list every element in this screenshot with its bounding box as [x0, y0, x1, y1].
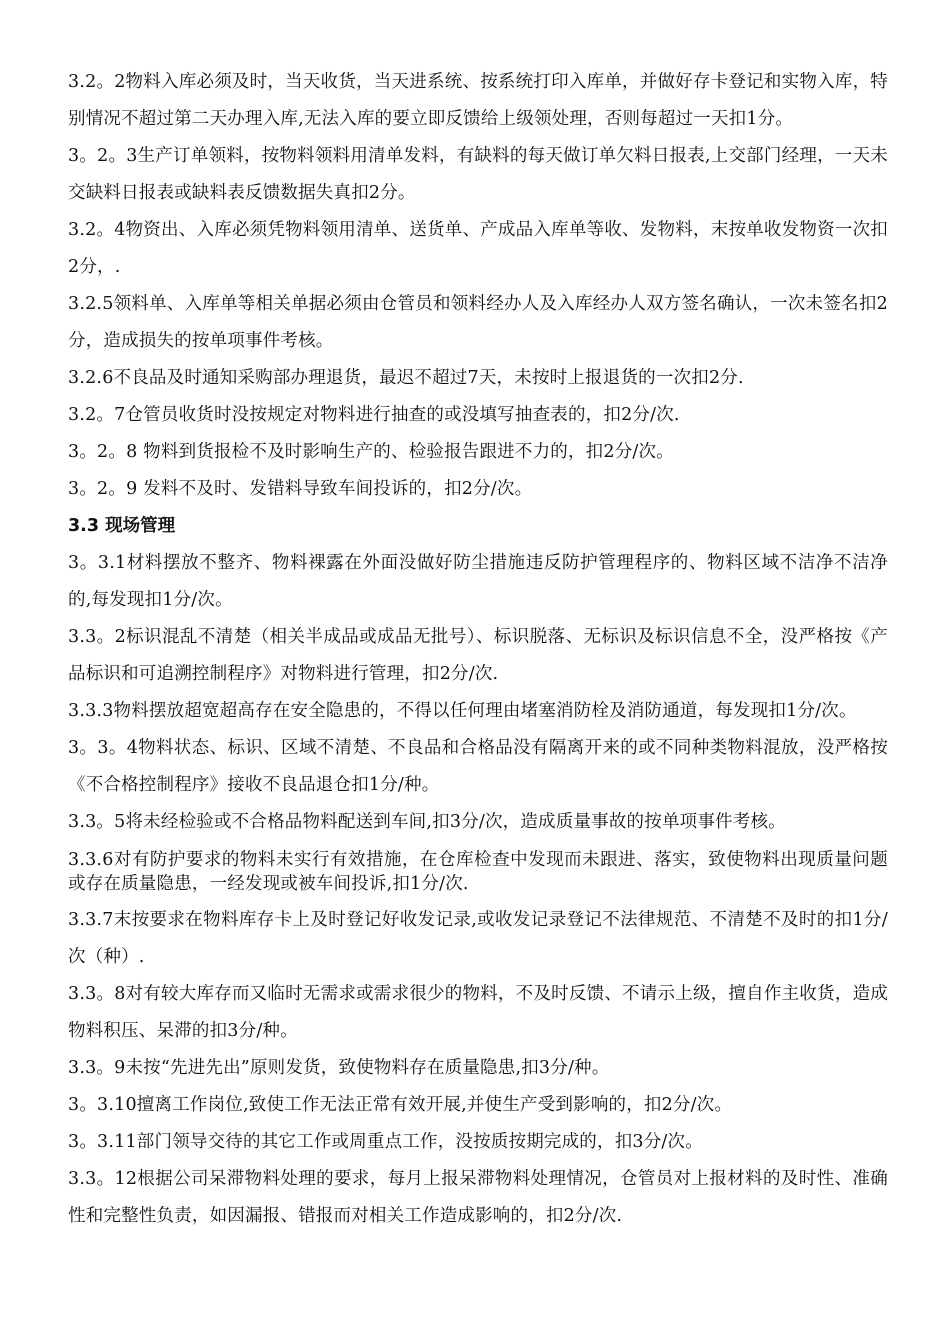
paragraph-3-3-3: 3.3.3物料摆放超宽超高存在安全隐患的，不得以任何理由堵塞消防栓及消防通道，每发现扣1分/次。 [68, 701, 857, 721]
paragraph-3-2-6: 3.2.6不良品及时通知采购部办理退货，最迟不超过7天，未按时上报退货的一次扣2分. [68, 368, 744, 388]
paragraph-3-3-11: 3。3.11部门领导交待的其它工作或周重点工作，没按质按期完成的，扣3分/次。 [68, 1132, 703, 1152]
paragraph-3-2-2: 3.2。2物料入库必须及时，当天收货，当天进系统、按系统打印入库单，并做好存卡登记和实物入库，特别情况不超过第二天办理入库,无法入库的要立即反馈给上级领处理，否则每超过一天扣1分。 [68, 72, 888, 129]
paragraph-3-3-6: 3.3.6对有防护要求的物料未实行有效措施，在仓库检查中发现而未跟进、落实，致使物料出现质量问题或存在质量隐患，一经发现或被车间投诉,扣1分/次. [68, 850, 888, 894]
paragraph-3-3-5: 3.3。5将未经检验或不合格品物料配送到车间,扣3分/次，造成质量事故的按单项事件考核。 [68, 812, 786, 832]
paragraph-3-2-5: 3.2.5领料单、入库单等相关单据必须由仓管员和领料经办人及入库经办人双方签名确认，一次未签名扣2分，造成损失的按单项事件考核。 [68, 294, 888, 351]
paragraph-3-3-8: 3.3。8对有较大库存而又临时无需求或需求很少的物料，不及时反馈、不请示上级，擅自作主收货，造成物料积压、呆滞的扣3分/种。 [68, 984, 888, 1041]
paragraph-3-2-8: 3。2。8 物料到货报检不及时影响生产的、检验报告跟进不力的，扣2分/次。 [68, 442, 674, 462]
paragraph-3-3-12: 3.3。12根据公司呆滞物料处理的要求，每月上报呆滞物料处理情况，仓管员对上报材料的及时性、准确性和完整性负责，如因漏报、错报而对相关工作造成影响的，扣2分/次. [68, 1169, 888, 1226]
paragraph-3-3-4: 3。3。4物料状态、标识、区域不清楚、不良品和合格品没有隔离开来的或不同种类物料混放，没严格按《不合格控制程序》接收不良品退仓扣1分/种。 [68, 738, 888, 795]
paragraph-3-3-10: 3。3.10擅离工作岗位,致使工作无法正常有效开展,并使生产受到影响的，扣2分/次。 [68, 1095, 733, 1115]
paragraph-3-3-7: 3.3.7末按要求在物料库存卡上及时登记好收发记录,或收发记录登记不法律规范、不清楚不及时的扣1分/次（种）. [68, 910, 888, 967]
paragraph-3-2-9: 3。2。9 发料不及时、发错料导致车间投诉的，扣2分/次。 [68, 479, 533, 499]
paragraph-3-2-4: 3.2。4物资出、入库必须凭物料领用清单、送货单、产成品入库单等收、发物料，末按单收发物资一次扣2分，. [68, 220, 888, 277]
paragraph-3-3-9: 3.3。9未按“先进先出”原则发货，致使物料存在质量隐患,扣3分/种。 [68, 1058, 610, 1078]
paragraph-3-3-2: 3.3。2标识混乱不清楚（相关半成品或成品无批号）、标识脱落、无标识及标识信息不全，没严格按《产品标识和可追溯控制程序》对物料进行管理，扣2分/次. [68, 627, 888, 684]
paragraph-3-3-1: 3。3.1材料摆放不整齐、物料裸露在外面没做好防尘措施违反防护管理程序的、物料区域不洁净不洁净的,每发现扣1分/次。 [68, 553, 888, 610]
paragraph-3-2-3: 3。2。3生产订单领料，按物料领料用清单发料，有缺料的每天做订单欠料日报表,上交部门经理，一天未交缺料日报表或缺料表反馈数据失真扣2分。 [68, 146, 888, 203]
paragraph-3-2-7: 3.2。7仓管员收货时没按规定对物料进行抽查的或没填写抽查表的，扣2分/次. [68, 405, 680, 425]
section-heading-3-3: 3.3 现场管理 [68, 516, 176, 536]
